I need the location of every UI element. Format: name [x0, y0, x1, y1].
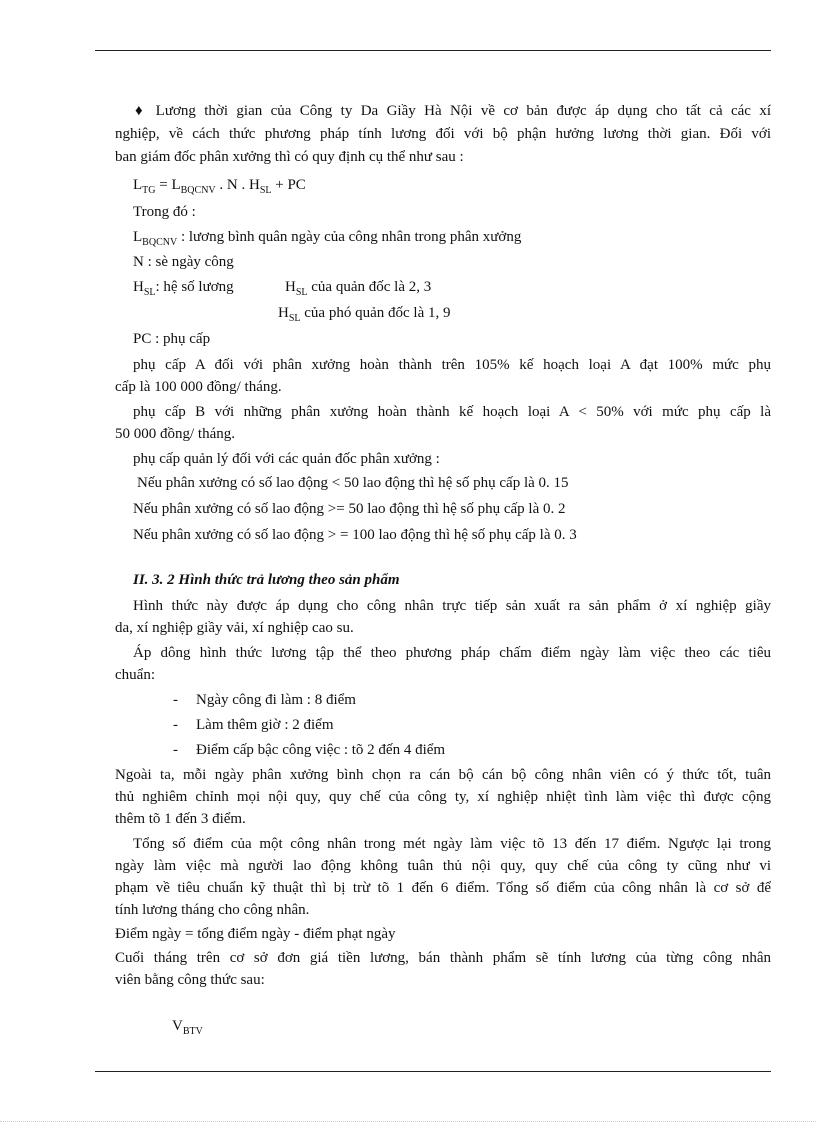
list-item: - [173, 717, 178, 733]
where-label: Trong đó : [133, 204, 196, 220]
definition-pc: PC : phụ cấp [133, 331, 211, 347]
list-item: Ngày công đi làm : 8 điểm [196, 692, 356, 708]
paragraph-line: thêm tõ 1 đến 3 điểm. [115, 811, 246, 827]
paragraph-line: phạm về tiêu chuẩn kỹ thuật thì bị trừ tõ 1 đến 6 điểm. Tổng số điểm của công nhân là cơ sở để [115, 880, 771, 896]
paragraph-line: 50 000 đồng/ tháng. [115, 426, 235, 442]
paragraph-line: phụ cấp B với những phân xưởng hoàn thành kế hoạch loại A < 50% với mức phụ cấp là [133, 404, 771, 420]
paragraph-line: Hình thức này được áp dụng cho công nhân trực tiếp sản xuất ra sản phẩm ở xí nghiệp giầy [133, 598, 771, 614]
paragraph-line: ♦ Lương thời gian của Công ty Da Giầy Hà Nội về cơ bản được áp dụng cho tất cả các xí [135, 103, 771, 119]
salary-formula: $L_{TG} = L_{BQCNV}$ . N . $H_{SL}$ + PC [133, 177, 306, 196]
definition-h: $H_{SL}$: hệ số lương [133, 279, 234, 298]
definition-l: $L_{BQCNV}$ : lương bình quân ngày của công nhân trong phân xưởng [133, 229, 522, 248]
page-edge [0, 1121, 816, 1122]
paragraph-line: ngày làm việc mà người lao động không tuân thủ nội quy, quy chế của công ty cũng như vi [115, 858, 771, 874]
piece-rate-symbol: $V_{BTV}$ [172, 1018, 203, 1037]
allowance-rule: Nếu phân xưởng có số lao động >= 50 lao động thì hệ số phụ cấp là 0. 2 [133, 501, 566, 517]
header-rule [95, 50, 771, 51]
coefficient-manager: $H_{SL}$ của quản đốc là 2, 3 [285, 279, 432, 298]
paragraph-line: chuẩn: [115, 667, 155, 683]
list-item: - [173, 742, 178, 758]
paragraph-line: da, xí nghiệp giầy vải, xí nghiệp cao su. [115, 620, 354, 636]
paragraph-line: phụ cấp A đối với phân xưởng hoàn thành trên 105% kế hoạch loại A đạt 100% mức phụ [133, 357, 771, 373]
list-item: - [173, 692, 178, 708]
list-item: Làm thêm giờ : 2 điểm [196, 717, 334, 733]
paragraph-line: Ngoài ta, mỗi ngày phân xưởng bình chọn ra cán bộ cán bộ công nhân viên có ý thức tốt, tuân [115, 767, 771, 783]
paragraph-line: Điểm ngày = tổng điểm ngày - điểm phạt ngày [115, 926, 396, 942]
paragraph-line: Cuối tháng trên cơ sở đơn giá tiền lương, bán thành phẩm sẽ tính lương của từng công nhân [115, 950, 771, 966]
paragraph-line: Áp dông hình thức lương tập thể theo phương pháp chấm điểm ngày làm việc theo các tiêu [133, 645, 771, 661]
paragraph-line: tính lương tháng cho công nhân. [115, 902, 310, 918]
paragraph-line: cấp là 100 000 đồng/ tháng. [115, 379, 282, 395]
footer-rule [95, 1071, 771, 1072]
paragraph-line: Tổng số điểm của một công nhân trong mét ngày làm việc tõ 13 đến 17 điểm. Ngược lại trong [133, 836, 771, 852]
section-heading: II. 3. 2 Hình thức trả lương theo sản phẩm [133, 572, 400, 588]
paragraph-line: ban giám đốc phân xưởng thì có quy định cụ thể như sau : [115, 149, 464, 165]
allowance-rule: Nếu phân xưởng có số lao động > = 100 lao động thì hệ số phụ cấp là 0. 3 [133, 527, 577, 543]
allowance-rule: Nếu phân xưởng có số lao động < 50 lao động thì hệ số phụ cấp là 0. 15 [137, 475, 569, 491]
list-item: Điểm cấp bậc công việc : tõ 2 đến 4 điểm [196, 742, 446, 758]
coefficient-deputy: $H_{SL}$ của phó quản đốc là 1, 9 [278, 305, 451, 324]
definition-n: N : sè ngày công [133, 254, 234, 270]
paragraph-line: nghiệp, về cách thức phương pháp tính lương đối với bộ phận hưởng lương thời gian. Đối với [115, 126, 771, 142]
paragraph-line: viên bằng công thức sau: [115, 972, 265, 988]
paragraph-line: phụ cấp quản lý đối với các quản đốc phân xưởng : [133, 451, 440, 467]
paragraph-line: thủ nghiêm chỉnh mọi nội quy, quy chế của công ty, xí nghiệp nhiệt tình làm việc thì được cộng [115, 789, 771, 805]
